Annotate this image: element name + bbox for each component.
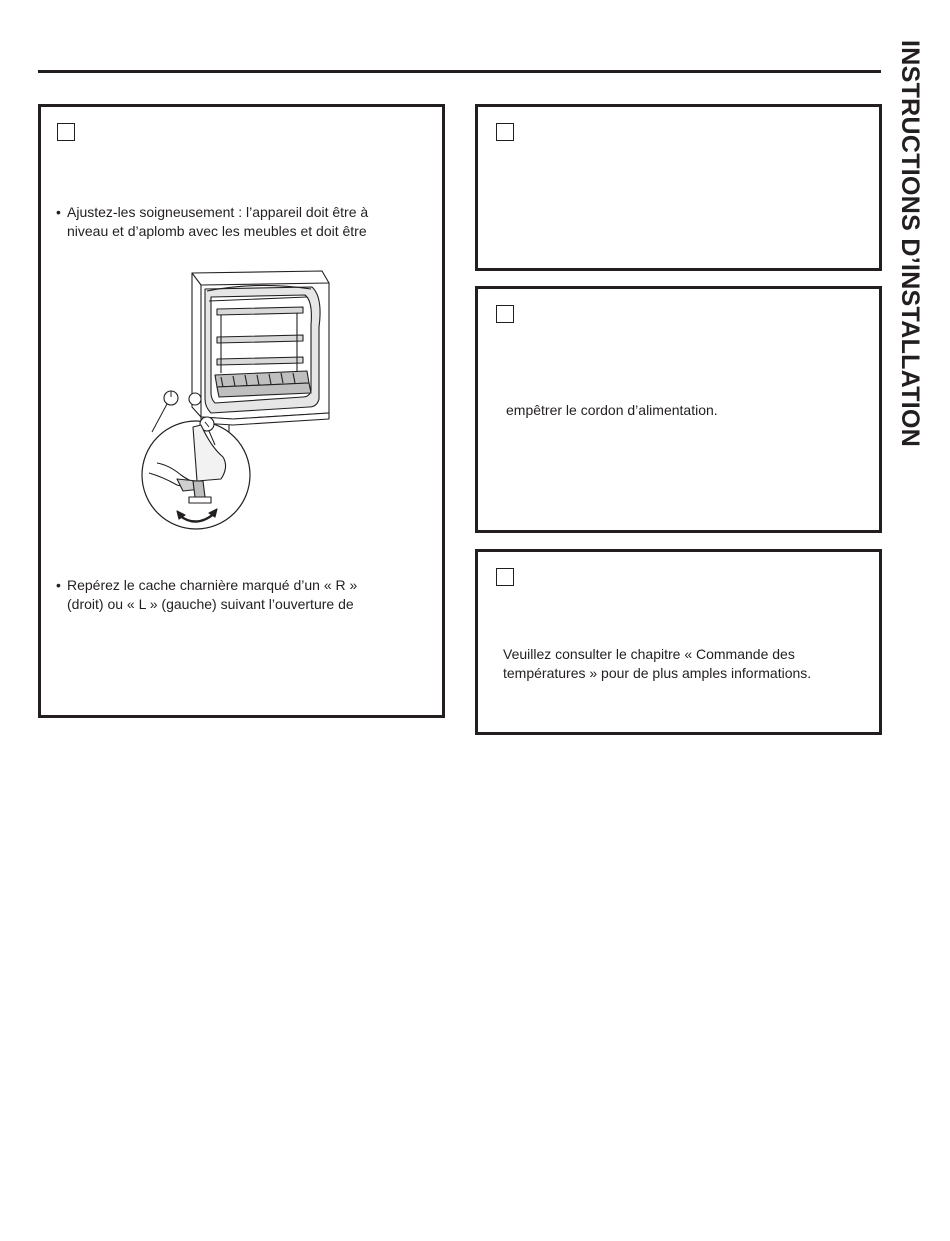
instruction-text-line: Repérez le cache charnière marqué d’un « R » (67, 577, 358, 593)
step-box-power-cord (475, 286, 882, 533)
instruction-text-line: Veuillez consulter le chapitre « Commande des (503, 646, 795, 662)
instruction-text-line: empêtrer le cordon d’alimentation. (506, 402, 718, 418)
section-side-title: INSTRUCTIONS D’INSTALLATION (896, 40, 924, 448)
step-number-box (496, 305, 514, 323)
step-box-temperature (475, 549, 882, 735)
instruction-text-line: températures » pour de plus amples informations. (503, 665, 812, 681)
step-box-leveling (38, 104, 445, 718)
step-number-box (57, 123, 75, 141)
instruction-text-line: Ajustez-les soigneusement : l’appareil doit être à (67, 204, 369, 220)
instruction-text-power-cord (506, 401, 866, 420)
leveling-leg-illustration (97, 267, 377, 537)
step-box-top-right (475, 104, 882, 271)
bullet-symbol: • (56, 204, 61, 220)
bullet-symbol: • (56, 577, 61, 593)
instruction-bullet-leveling (56, 203, 436, 241)
instruction-bullet-hinge-cover (56, 576, 436, 614)
instruction-text-line: (droit) ou « L » (gauche) suivant l’ouverture de (67, 596, 354, 612)
header-rule (38, 70, 881, 73)
step-number-box (496, 568, 514, 586)
step-number-box (496, 123, 514, 141)
instruction-text-line: niveau et d’aplomb avec les meubles et doit être (67, 223, 367, 239)
instruction-text-temperature (503, 645, 873, 683)
